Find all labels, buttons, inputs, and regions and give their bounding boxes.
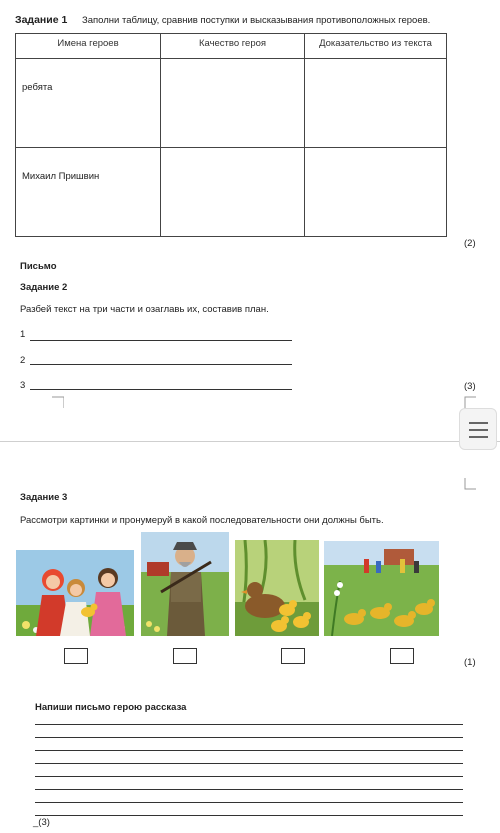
table-cell-input[interactable] — [161, 148, 304, 236]
picture-duck-family — [235, 540, 319, 636]
order-box-3[interactable] — [281, 648, 305, 664]
table-cell-input[interactable] — [305, 59, 446, 147]
letter-task-title: Напиши письмо герою рассказа — [35, 702, 187, 713]
plan-line-2[interactable] — [30, 364, 292, 365]
plan-item-number: 1 — [20, 329, 26, 340]
letter-line[interactable] — [35, 750, 463, 751]
order-box-2[interactable] — [173, 648, 197, 664]
letter-line[interactable] — [35, 802, 463, 803]
section-heading-letter: Письмо — [20, 261, 57, 272]
task3-score: (1) — [464, 657, 476, 668]
letter-line[interactable] — [35, 763, 463, 764]
table-cell-input[interactable] — [305, 148, 446, 236]
order-box-1[interactable] — [64, 648, 88, 664]
task3-instruction: Рассмотри картинки и пронумеруй в какой последовательности они должны быть. — [20, 515, 384, 526]
table-header-proof: Доказательство из текста — [319, 38, 432, 49]
task1-label: Задание 1 — [15, 14, 68, 26]
plan-item-number: 3 — [20, 380, 26, 391]
table-header-quality: Качество героя — [198, 38, 267, 49]
task2-instruction: Разбей текст на три части и озаглавь их, составив план. — [20, 304, 269, 315]
picture-hunter — [141, 532, 229, 636]
task1-score: (2) — [464, 238, 476, 249]
picture-children-and-ducklings — [324, 541, 439, 636]
letter-score: _(3) — [33, 817, 50, 828]
table-row-prishvin: Михаил Пришвин — [22, 171, 100, 182]
page-corner-mark — [464, 396, 476, 408]
plan-line-1[interactable] — [30, 340, 292, 341]
letter-line[interactable] — [35, 789, 463, 790]
heroes-table — [15, 33, 447, 237]
plan-line-3[interactable] — [30, 389, 292, 390]
page-corner-mark — [52, 396, 64, 408]
task3-label: Задание 3 — [20, 492, 68, 503]
plan-item-number: 2 — [20, 355, 26, 366]
order-box-4[interactable] — [390, 648, 414, 664]
table-row-kids: ребята — [22, 82, 53, 93]
table-header-names: Имена героев — [57, 38, 119, 49]
task2-label: Задание 2 — [20, 282, 68, 293]
table-cell-input[interactable] — [161, 59, 304, 147]
page-corner-mark — [464, 478, 476, 490]
page-divider — [0, 441, 500, 442]
picture-girls-with-duckling — [16, 550, 134, 636]
letter-line[interactable] — [35, 724, 463, 725]
task2-score: (3) — [464, 381, 476, 392]
hamburger-menu-icon[interactable] — [459, 408, 497, 450]
letter-line[interactable] — [35, 737, 463, 738]
letter-line[interactable] — [35, 776, 463, 777]
task1-instruction: Заполни таблицу, сравнив поступки и высказывания противоположных героев. — [82, 15, 431, 26]
letter-line[interactable] — [35, 815, 463, 816]
